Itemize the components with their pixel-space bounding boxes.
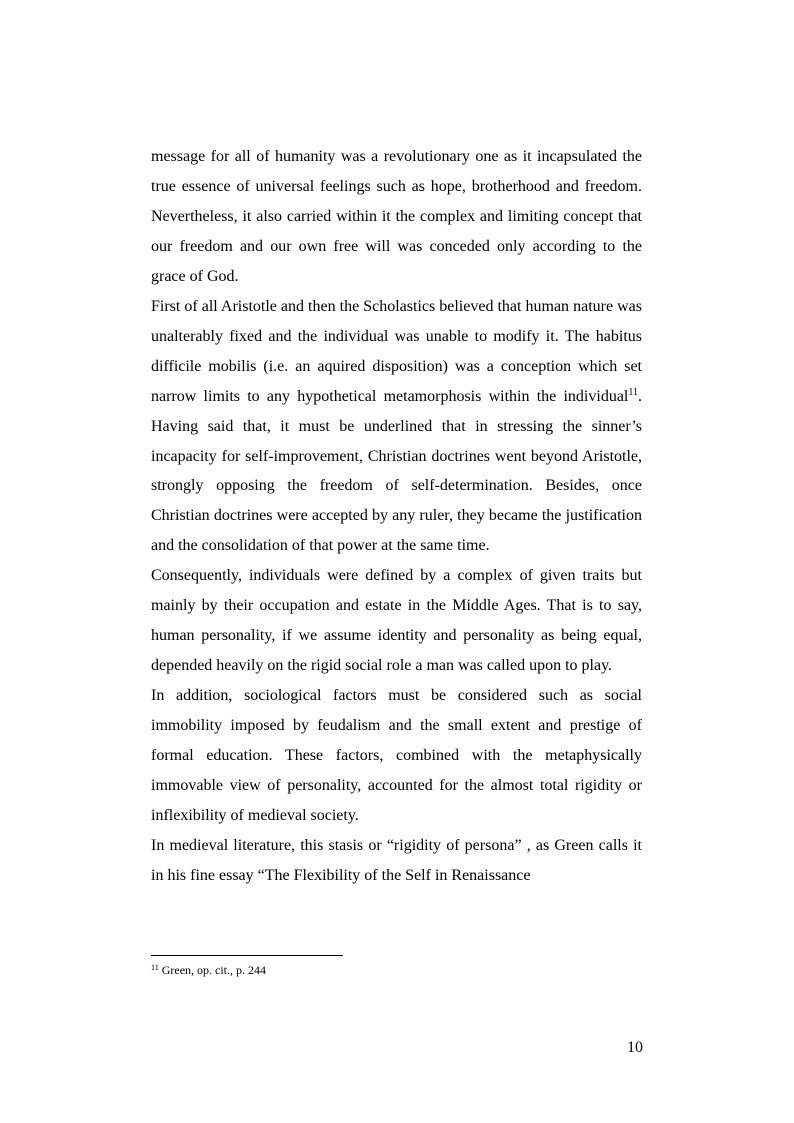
paragraph-2 bbox=[151, 292, 642, 562]
footnote-reference: 11 bbox=[628, 386, 638, 398]
paragraph-4: In addition, sociological factors must be considered such as social immobility imposed by feudalism and the small extent and prestige of formal education. These factors, combined with the metaphysically immovable view of personality, accounted for the almost total rigidity or inflexibility of medieval society. bbox=[151, 687, 642, 824]
paragraph-2-text-after-note: . Having said that, it must be underlined that in stressing the sinner’s incapacity for self-improvement, Christian doctrines went beyond Aristotle, strongly opposing the freedom of self-determination. Besides, once Christian doctrines were accepted by any ruler, they became the justification and the consolidation of that power at the same time. bbox=[151, 387, 642, 555]
paragraph-3: Consequently, individuals were defined by a complex of given traits but mainly by their occupation and estate in the Middle Ages. That is to say, human personality, if we assume identity and personality as being equal, depended heavily on the rigid social role a man was called upon to play. bbox=[151, 567, 642, 675]
footnote-text: Green, op. cit., p. 244 bbox=[158, 963, 267, 977]
paragraph-5: In medieval literature, this stasis or “rigidity of persona” , as Green calls it in his fine essay “The Flexibility of the Self in Renaissance bbox=[151, 836, 642, 884]
body-text bbox=[151, 142, 642, 891]
paragraph-1: message for all of humanity was a revolutionary one as it incapsulated the true essence of universal feelings such as hope, brotherhood and freedom. Nevertheless, it also carried within it the complex and limiting concept that our freedom and our own free will was conceded only according to the grace of God. bbox=[151, 148, 642, 285]
page-number: 10 bbox=[627, 1039, 643, 1056]
footnote bbox=[151, 962, 266, 978]
footnote-number: 11 bbox=[151, 963, 159, 972]
footnote-divider bbox=[151, 955, 343, 956]
paragraph-2-text-before-note: First of all Aristotle and then the Scholastics believed that human nature was unalterably fixed and the individual was unable to modify it. The habitus difficile mobilis (i.e. an aquired disposition) was a conception which set narrow limits to any hypothetical metamorphosis within the individual bbox=[151, 297, 642, 405]
